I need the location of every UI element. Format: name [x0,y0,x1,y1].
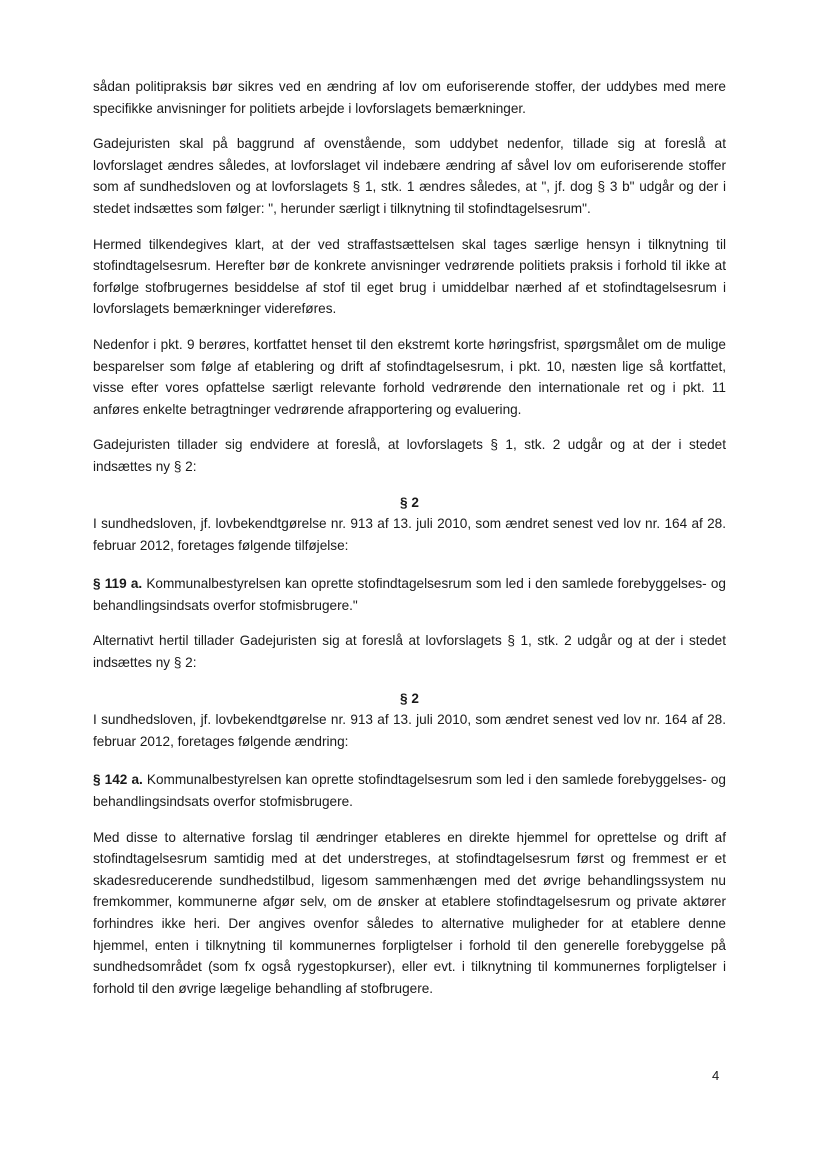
section-heading-1: § 2 [400,494,419,510]
clause-142a [93,769,726,812]
paragraph-4: Nedenfor i pkt. 9 berøres, kortfattet henset til den ekstremt korte høringsfrist, spørgsmålet om de mulige besparelser som følge af etablering og drift af stofindtagelsesrum, i pkt. 10, næsten lige så kortfattet, visse efter vores opfattelse særligt relevante forhold vedrørende den internationale ret og i pkt. 11 anføres enkelte betragtninger vedrørende afrapportering og evaluering. [93,336,726,417]
clause-text-119a: Kommunalbestyrelsen kan oprette stofindtagelsesrum som led i den samlede forebyggelses- og behandlingsindsats overfor stofmisbrugere." [93,576,726,613]
paragraph-1: sådan politipraksis bør sikres ved en ændring af lov om euforiserende stoffer, der uddybes med mere specifikke anvisninger for politiets arbejde i lovforslagets bemærkninger. [93,79,726,116]
paragraph-3: Hermed tilkendegives klart, at der ved straffastsættelsen skal tages særlige hensyn i tilknytning til stofindtagelsesrum. Herefter bør de konkrete anvisninger vedrørende politiets praksis i forhold til ikke at forfølge stofbrugernes besiddelse af stof til eget brug i umiddelbar nærhed af et stofindtagelsesrum i lovforslagets bemærkninger videreføres. [93,236,726,317]
clause-text-142a: Kommunalbestyrelsen kan oprette stofindtagelsesrum som led i den samlede forebyggelses- og behandlingsindsats overfor stofmisbrugere. [93,772,726,810]
section-heading-2: § 2 [400,690,419,706]
clause-label-119a: § 119 a. [93,576,143,592]
clause-119a [93,573,726,616]
page-number: 4 [712,1068,720,1083]
document-page [93,76,726,999]
section-intro-2: I sundhedsloven, jf. lovbekendtgørelse nr. 913 af 13. juli 2010, som ændret senest ved lov nr. 164 af 28. februar 2012, foretages følgende ændring: [93,712,726,749]
paragraph-2: Gadejuristen skal på baggrund af ovenstående, som uddybet nedenfor, tillade sig at foreslå at lovforslaget ændres således, at lovforslaget vil indebære ændring af såvel lov om euforiserende stoffer som af sundhedsloven og at lovforslagets § 1, stk. 1 ændres således, at ", jf. dog § 3 b" udgår og der i stedet indsættes som følger: ", herunder særligt i tilknytning til stofindtagelsesrum". [93,136,726,216]
alternative-paragraph: Alternativt hertil tillader Gadejuristen sig at foreslå at lovforslagets § 1, stk. 2 udgår og at der i stedet indsættes ny § 2: [93,633,726,671]
clause-label-142a: § 142 a. [93,772,143,788]
section-intro-1: I sundhedsloven, jf. lovbekendtgørelse nr. 913 af 13. juli 2010, som ændret senest ved lov nr. 164 af 28. februar 2012, foretages følgende tilføjelse: [93,516,726,553]
final-paragraph: Med disse to alternative forslag til ændringer etableres en direkte hjemmel for oprettelse og drift af stofindtagelsesrum samtidig med at det understreges, at stofindtagelsesrum først og fremmest er et skadesreducerende sundhedstilbud, ligesom sammenhængen med det øvrige behandlingssystem nu fremkommer, kommunerne afgør selv, om de ønsker at etablere stofindtagelsesrum og private aktører forhindres ikke heri. Der angives ovenfor således to alternative muligheder for at etablere denne hjemmel, enten i tilknytning til kommunernes forpligtelser i forhold til den generelle forebyggelse på sundhedsområdet (som fx også rygestopkurser), eller evt. i tilknytning til kommunernes forpligtelser i forhold til den øvrige lægelige behandling af stofbrugere. [93,829,726,996]
paragraph-5: Gadejuristen tillader sig endvidere at foreslå, at lovforslagets § 1, stk. 2 udgår og at der i stedet indsættes ny § 2: [93,437,726,474]
